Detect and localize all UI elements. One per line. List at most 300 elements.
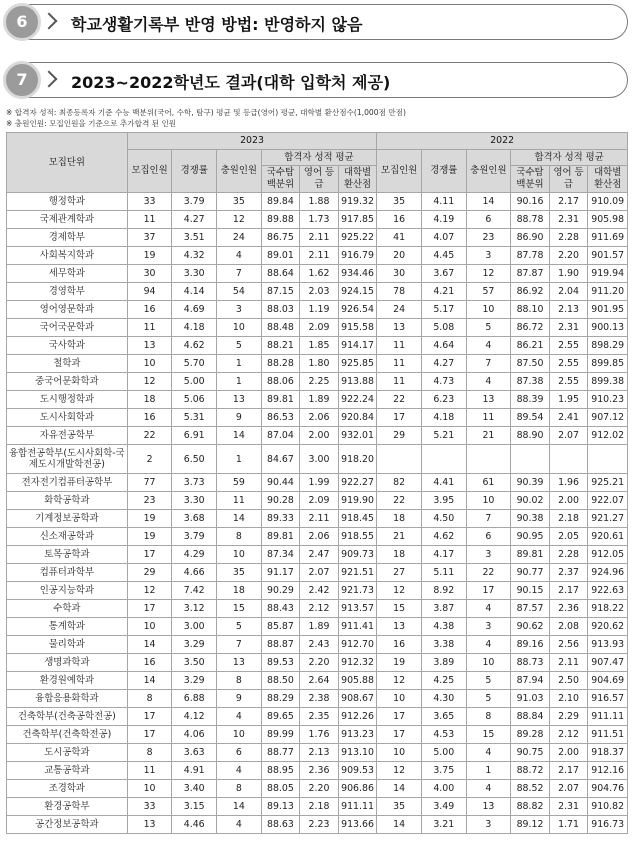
- english-grade-2022: 2.11: [549, 654, 588, 672]
- table-row: [7, 283, 628, 301]
- additional-2023: 13: [217, 654, 262, 672]
- rate-2022: 4.17: [421, 546, 466, 564]
- rate-2022: 4.53: [421, 726, 466, 744]
- quota-2023: 33: [127, 798, 172, 816]
- english-grade-2022: 2.55: [549, 337, 588, 355]
- rate-2023: 3.15: [172, 798, 217, 816]
- rate-2022: 3.89: [421, 654, 466, 672]
- rate-2022: 4.18: [421, 409, 466, 427]
- header-dept: 모집단위: [7, 133, 128, 193]
- english-grade-2023: 2.38: [300, 690, 339, 708]
- english-grade-2022: 2.13: [549, 301, 588, 319]
- english-grade-2022: 2.31: [549, 798, 588, 816]
- table-row: [7, 708, 628, 726]
- rate-2023: 3.51: [172, 229, 217, 247]
- rate-2023: 4.06: [172, 726, 217, 744]
- rate-2022: 4.21: [421, 283, 466, 301]
- rate-2023: 5.00: [172, 373, 217, 391]
- percentile-2022: 88.73: [511, 654, 550, 672]
- percentile-2023: 88.03: [261, 301, 300, 319]
- percentile-2023: 88.43: [261, 600, 300, 618]
- table-row: [7, 247, 628, 265]
- converted-score-2022: 911.51: [588, 726, 628, 744]
- percentile-2022: 90.95: [511, 528, 550, 546]
- converted-score-2022: 924.96: [588, 564, 628, 582]
- percentile-2022: 88.52: [511, 780, 550, 798]
- additional-2022: 10: [466, 492, 511, 510]
- percentile-2022: 88.82: [511, 798, 550, 816]
- english-grade-2022: 2.18: [549, 510, 588, 528]
- additional-2023: 1: [217, 355, 262, 373]
- quota-2023: 8: [127, 744, 172, 762]
- quota-2023: 30: [127, 265, 172, 283]
- dept-name: 인공지능학과: [7, 582, 128, 600]
- english-grade-2022: 2.36: [549, 600, 588, 618]
- converted-score-2023: 906.86: [338, 780, 377, 798]
- converted-score-2022: 912.05: [588, 546, 628, 564]
- percentile-2022: 89.16: [511, 636, 550, 654]
- english-grade-2023: 2.18: [300, 798, 339, 816]
- percentile-2022: 88.78: [511, 211, 550, 229]
- chevron-right-icon: [41, 71, 58, 88]
- percentile-2023: 88.05: [261, 780, 300, 798]
- percentile-2023: 88.77: [261, 744, 300, 762]
- converted-score-2022: 907.47: [588, 654, 628, 672]
- percentile-2023: 89.13: [261, 798, 300, 816]
- rate-2022: 6.23: [421, 391, 466, 409]
- additional-2023: 7: [217, 265, 262, 283]
- english-grade-2022: 2.07: [549, 780, 588, 798]
- table-row: [7, 211, 628, 229]
- additional-2022: 1: [466, 762, 511, 780]
- english-grade-2023: 2.09: [300, 492, 339, 510]
- additional-2023: 14: [217, 510, 262, 528]
- quota-2022: 10: [377, 744, 422, 762]
- additional-2022: 4: [466, 337, 511, 355]
- english-grade-2022: 2.55: [549, 355, 588, 373]
- additional-2023: 6: [217, 744, 262, 762]
- header-rate: 경쟁률: [172, 150, 217, 193]
- dept-name: 생명과학과: [7, 654, 128, 672]
- english-grade-2023: 2.11: [300, 510, 339, 528]
- rate-2022: 5.00: [421, 744, 466, 762]
- converted-score-2023: 911.41: [338, 618, 377, 636]
- rate-2022: 8.92: [421, 582, 466, 600]
- converted-score-2022: 900.13: [588, 319, 628, 337]
- english-grade-2022: 2.05: [549, 528, 588, 546]
- percentile-2023: 86.75: [261, 229, 300, 247]
- header-quota: 모집인원: [377, 150, 422, 193]
- converted-score-2023: 905.88: [338, 672, 377, 690]
- english-grade-2023: 1.62: [300, 265, 339, 283]
- converted-score-2022: 918.37: [588, 744, 628, 762]
- rate-2022: 3.95: [421, 492, 466, 510]
- rate-2022: [421, 445, 466, 474]
- percentile-2022: 90.77: [511, 564, 550, 582]
- additional-2023: 14: [217, 427, 262, 445]
- percentile-2023: 87.04: [261, 427, 300, 445]
- converted-score-2022: 916.57: [588, 690, 628, 708]
- quota-2023: 17: [127, 708, 172, 726]
- percentile-2023: 88.50: [261, 672, 300, 690]
- converted-score-2023: 918.20: [338, 445, 377, 474]
- english-grade-2023: 2.20: [300, 780, 339, 798]
- percentile-2022: [511, 445, 550, 474]
- english-grade-2022: 2.56: [549, 636, 588, 654]
- quota-2022: 12: [377, 762, 422, 780]
- quota-2023: 23: [127, 492, 172, 510]
- quota-2023: 94: [127, 283, 172, 301]
- additional-2023: 1: [217, 445, 262, 474]
- english-grade-2022: 1.90: [549, 265, 588, 283]
- converted-score-2023: 909.73: [338, 546, 377, 564]
- percentile-2022: 87.38: [511, 373, 550, 391]
- additional-2023: 8: [217, 672, 262, 690]
- rate-2023: 3.29: [172, 672, 217, 690]
- header-rate: 경쟁률: [421, 150, 466, 193]
- additional-2022: 3: [466, 546, 511, 564]
- converted-score-2023: 913.66: [338, 816, 377, 834]
- dept-name: 행정학과: [7, 193, 128, 211]
- converted-score-2023: 918.45: [338, 510, 377, 528]
- english-grade-2022: 2.17: [549, 582, 588, 600]
- table-row: [7, 265, 628, 283]
- converted-score-2022: 899.38: [588, 373, 628, 391]
- additional-2022: 14: [466, 193, 511, 211]
- english-grade-2022: 2.55: [549, 373, 588, 391]
- rate-2023: 4.12: [172, 708, 217, 726]
- additional-2022: 61: [466, 474, 511, 492]
- percentile-2023: 88.95: [261, 762, 300, 780]
- percentile-2022: 89.12: [511, 816, 550, 834]
- rate-2023: 3.79: [172, 528, 217, 546]
- dept-name: 도시행정학과: [7, 391, 128, 409]
- percentile-2022: 87.57: [511, 600, 550, 618]
- dept-name: 건축학부(건축공학전공): [7, 708, 128, 726]
- quota-2022: 82: [377, 474, 422, 492]
- additional-2023: 59: [217, 474, 262, 492]
- quota-2022: 12: [377, 672, 422, 690]
- converted-score-2023: 912.70: [338, 636, 377, 654]
- chevron-right-icon: [41, 13, 58, 30]
- converted-score-2023: 917.85: [338, 211, 377, 229]
- quota-2022: [377, 445, 422, 474]
- converted-score-2023: 911.11: [338, 798, 377, 816]
- dept-name: 조경학과: [7, 780, 128, 798]
- header-english-grade: 영어 등급: [549, 166, 588, 193]
- percentile-2022: 91.03: [511, 690, 550, 708]
- quota-2023: 10: [127, 355, 172, 373]
- percentile-2022: 90.02: [511, 492, 550, 510]
- table-row: [7, 474, 628, 492]
- percentile-2022: 88.10: [511, 301, 550, 319]
- rate-2022: 4.62: [421, 528, 466, 546]
- converted-score-2023: 925.22: [338, 229, 377, 247]
- rate-2022: 4.00: [421, 780, 466, 798]
- converted-score-2022: 910.82: [588, 798, 628, 816]
- english-grade-2023: 2.64: [300, 672, 339, 690]
- quota-2023: 18: [127, 391, 172, 409]
- converted-score-2022: 920.62: [588, 618, 628, 636]
- dept-name: 교통공학과: [7, 762, 128, 780]
- english-grade-2023: 2.00: [300, 427, 339, 445]
- rate-2023: 3.12: [172, 600, 217, 618]
- quota-2023: 19: [127, 510, 172, 528]
- english-grade-2023: 3.00: [300, 445, 339, 474]
- converted-score-2023: 913.10: [338, 744, 377, 762]
- header-avg-group: 합격자 성적 평균: [511, 150, 628, 166]
- converted-score-2022: 922.07: [588, 492, 628, 510]
- table-row: [7, 582, 628, 600]
- dept-name: 컴퓨터과학부: [7, 564, 128, 582]
- rate-2023: 3.40: [172, 780, 217, 798]
- header-additional: 충원인원: [466, 150, 511, 193]
- table-row: [7, 780, 628, 798]
- table-row: [7, 409, 628, 427]
- quota-2022: 78: [377, 283, 422, 301]
- quota-2023: 10: [127, 618, 172, 636]
- additional-2023: 35: [217, 564, 262, 582]
- rate-2023: 4.91: [172, 762, 217, 780]
- converted-score-2023: 922.24: [338, 391, 377, 409]
- english-grade-2022: 2.07: [549, 427, 588, 445]
- percentile-2023: 89.33: [261, 510, 300, 528]
- table-row: [7, 816, 628, 834]
- quota-2022: 35: [377, 193, 422, 211]
- note-additional: ※ 충원인원: 모집인원을 기준으로 추가합격 된 인원: [6, 119, 177, 128]
- additional-2023: 9: [217, 409, 262, 427]
- rate-2023: 4.27: [172, 211, 217, 229]
- table-row: [7, 319, 628, 337]
- quota-2023: 11: [127, 762, 172, 780]
- percentile-2022: 87.94: [511, 672, 550, 690]
- section-header-6: [4, 4, 628, 40]
- quota-2022: 24: [377, 301, 422, 319]
- table-row: [7, 798, 628, 816]
- english-grade-2023: 2.09: [300, 319, 339, 337]
- section-number-badge: 6: [3, 3, 41, 41]
- rate-2022: 5.11: [421, 564, 466, 582]
- additional-2023: 4: [217, 247, 262, 265]
- rate-2022: 5.17: [421, 301, 466, 319]
- table-row: [7, 672, 628, 690]
- quota-2023: 19: [127, 247, 172, 265]
- english-grade-2022: 2.28: [549, 229, 588, 247]
- additional-2022: 13: [466, 798, 511, 816]
- converted-score-2023: 920.84: [338, 409, 377, 427]
- table-row: [7, 546, 628, 564]
- dept-name: 자유전공학부: [7, 427, 128, 445]
- converted-score-2022: 898.29: [588, 337, 628, 355]
- dept-name: 융합응용화학과: [7, 690, 128, 708]
- additional-2023: 24: [217, 229, 262, 247]
- table-row: [7, 229, 628, 247]
- percentile-2022: 86.21: [511, 337, 550, 355]
- additional-2022: 5: [466, 672, 511, 690]
- converted-score-2023: 913.88: [338, 373, 377, 391]
- english-grade-2022: 2.50: [549, 672, 588, 690]
- rate-2023: 3.30: [172, 265, 217, 283]
- english-grade-2023: 2.47: [300, 546, 339, 564]
- english-grade-2022: 2.10: [549, 690, 588, 708]
- additional-2022: 3: [466, 247, 511, 265]
- quota-2023: 12: [127, 582, 172, 600]
- additional-2023: 4: [217, 708, 262, 726]
- additional-2023: 8: [217, 528, 262, 546]
- quota-2023: 77: [127, 474, 172, 492]
- dept-name: 세무학과: [7, 265, 128, 283]
- quota-2023: 11: [127, 319, 172, 337]
- converted-score-2022: 911.20: [588, 283, 628, 301]
- additional-2023: 18: [217, 582, 262, 600]
- quota-2023: 13: [127, 816, 172, 834]
- dept-name: 국제관계학과: [7, 211, 128, 229]
- percentile-2023: 84.67: [261, 445, 300, 474]
- dept-name: 신소재공학과: [7, 528, 128, 546]
- percentile-2022: 88.39: [511, 391, 550, 409]
- english-grade-2023: 1.89: [300, 391, 339, 409]
- converted-score-2022: 921.27: [588, 510, 628, 528]
- table-row: [7, 492, 628, 510]
- additional-2022: 4: [466, 744, 511, 762]
- percentile-2023: 88.64: [261, 265, 300, 283]
- rate-2022: 3.67: [421, 265, 466, 283]
- dept-name: 도시공학과: [7, 744, 128, 762]
- english-grade-2023: 1.99: [300, 474, 339, 492]
- converted-score-2022: 904.69: [588, 672, 628, 690]
- additional-2022: 3: [466, 816, 511, 834]
- rate-2022: 3.38: [421, 636, 466, 654]
- converted-score-2022: 910.23: [588, 391, 628, 409]
- percentile-2022: 87.78: [511, 247, 550, 265]
- header-english-grade: 영어 등급: [300, 166, 339, 193]
- percentile-2023: 89.99: [261, 726, 300, 744]
- additional-2023: 1: [217, 373, 262, 391]
- percentile-2023: 90.28: [261, 492, 300, 510]
- converted-score-2023: 922.27: [338, 474, 377, 492]
- converted-score-2023: 919.90: [338, 492, 377, 510]
- rate-2023: 3.50: [172, 654, 217, 672]
- additional-2023: 54: [217, 283, 262, 301]
- rate-2022: 3.75: [421, 762, 466, 780]
- converted-score-2022: 910.09: [588, 193, 628, 211]
- english-grade-2022: 1.71: [549, 816, 588, 834]
- quota-2022: 15: [377, 600, 422, 618]
- rate-2023: 3.68: [172, 510, 217, 528]
- additional-2022: [466, 445, 511, 474]
- additional-2023: 10: [217, 726, 262, 744]
- percentile-2023: 89.53: [261, 654, 300, 672]
- percentile-2023: 88.28: [261, 355, 300, 373]
- english-grade-2023: 1.85: [300, 337, 339, 355]
- quota-2023: 14: [127, 636, 172, 654]
- rate-2022: 4.30: [421, 690, 466, 708]
- additional-2022: 4: [466, 373, 511, 391]
- quota-2022: 18: [377, 546, 422, 564]
- converted-score-2023: 916.79: [338, 247, 377, 265]
- percentile-2023: 88.06: [261, 373, 300, 391]
- quota-2022: 35: [377, 798, 422, 816]
- quota-2022: 11: [377, 337, 422, 355]
- english-grade-2022: 2.28: [549, 546, 588, 564]
- rate-2023: 3.30: [172, 492, 217, 510]
- rate-2022: 5.21: [421, 427, 466, 445]
- percentile-2023: 88.87: [261, 636, 300, 654]
- quota-2022: 12: [377, 582, 422, 600]
- admission-results-table: [6, 132, 628, 834]
- converted-score-2022: 922.63: [588, 582, 628, 600]
- percentile-2023: 89.01: [261, 247, 300, 265]
- rate-2023: 7.42: [172, 582, 217, 600]
- rate-2023: 5.70: [172, 355, 217, 373]
- additional-2022: 4: [466, 600, 511, 618]
- english-grade-2023: 1.19: [300, 301, 339, 319]
- table-row: [7, 355, 628, 373]
- rate-2023: 4.62: [172, 337, 217, 355]
- quota-2022: 16: [377, 211, 422, 229]
- table-row: [7, 744, 628, 762]
- quota-2022: 20: [377, 247, 422, 265]
- quota-2023: 17: [127, 546, 172, 564]
- percentile-2023: 90.44: [261, 474, 300, 492]
- quota-2023: 14: [127, 672, 172, 690]
- table-row: [7, 564, 628, 582]
- quota-2022: 41: [377, 229, 422, 247]
- english-grade-2023: 2.12: [300, 600, 339, 618]
- english-grade-2023: 1.76: [300, 726, 339, 744]
- rate-2022: 3.21: [421, 816, 466, 834]
- rate-2022: 4.19: [421, 211, 466, 229]
- table-row: [7, 636, 628, 654]
- percentile-2023: 88.63: [261, 816, 300, 834]
- quota-2023: 16: [127, 301, 172, 319]
- rate-2023: 4.14: [172, 283, 217, 301]
- dept-name: 건축학부(건축학전공): [7, 726, 128, 744]
- rate-2023: 6.91: [172, 427, 217, 445]
- percentile-2022: 89.81: [511, 546, 550, 564]
- rate-2022: 4.50: [421, 510, 466, 528]
- percentile-2023: 89.81: [261, 391, 300, 409]
- rate-2022: 3.65: [421, 708, 466, 726]
- percentile-2023: 87.34: [261, 546, 300, 564]
- dept-name: 물리학과: [7, 636, 128, 654]
- english-grade-2022: 1.96: [549, 474, 588, 492]
- additional-2022: 57: [466, 283, 511, 301]
- section-title: 2023~2022학년도 결과(대학 입학처 제공): [71, 73, 391, 92]
- rate-2022: 3.87: [421, 600, 466, 618]
- table-row: [7, 510, 628, 528]
- rate-2023: 3.73: [172, 474, 217, 492]
- percentile-2022: 88.72: [511, 762, 550, 780]
- additional-2022: 8: [466, 708, 511, 726]
- additional-2022: 6: [466, 211, 511, 229]
- converted-score-2023: 924.15: [338, 283, 377, 301]
- dept-name: 영어영문학과: [7, 301, 128, 319]
- quota-2023: 37: [127, 229, 172, 247]
- quota-2022: 19: [377, 654, 422, 672]
- additional-2022: 7: [466, 355, 511, 373]
- converted-score-2022: 899.85: [588, 355, 628, 373]
- additional-2023: 11: [217, 492, 262, 510]
- percentile-2023: 85.87: [261, 618, 300, 636]
- additional-2023: 5: [217, 618, 262, 636]
- additional-2022: 13: [466, 391, 511, 409]
- english-grade-2023: 2.11: [300, 247, 339, 265]
- converted-score-2023: 932.01: [338, 427, 377, 445]
- additional-2023: 10: [217, 319, 262, 337]
- english-grade-2022: 2.00: [549, 744, 588, 762]
- percentile-2023: 87.15: [261, 283, 300, 301]
